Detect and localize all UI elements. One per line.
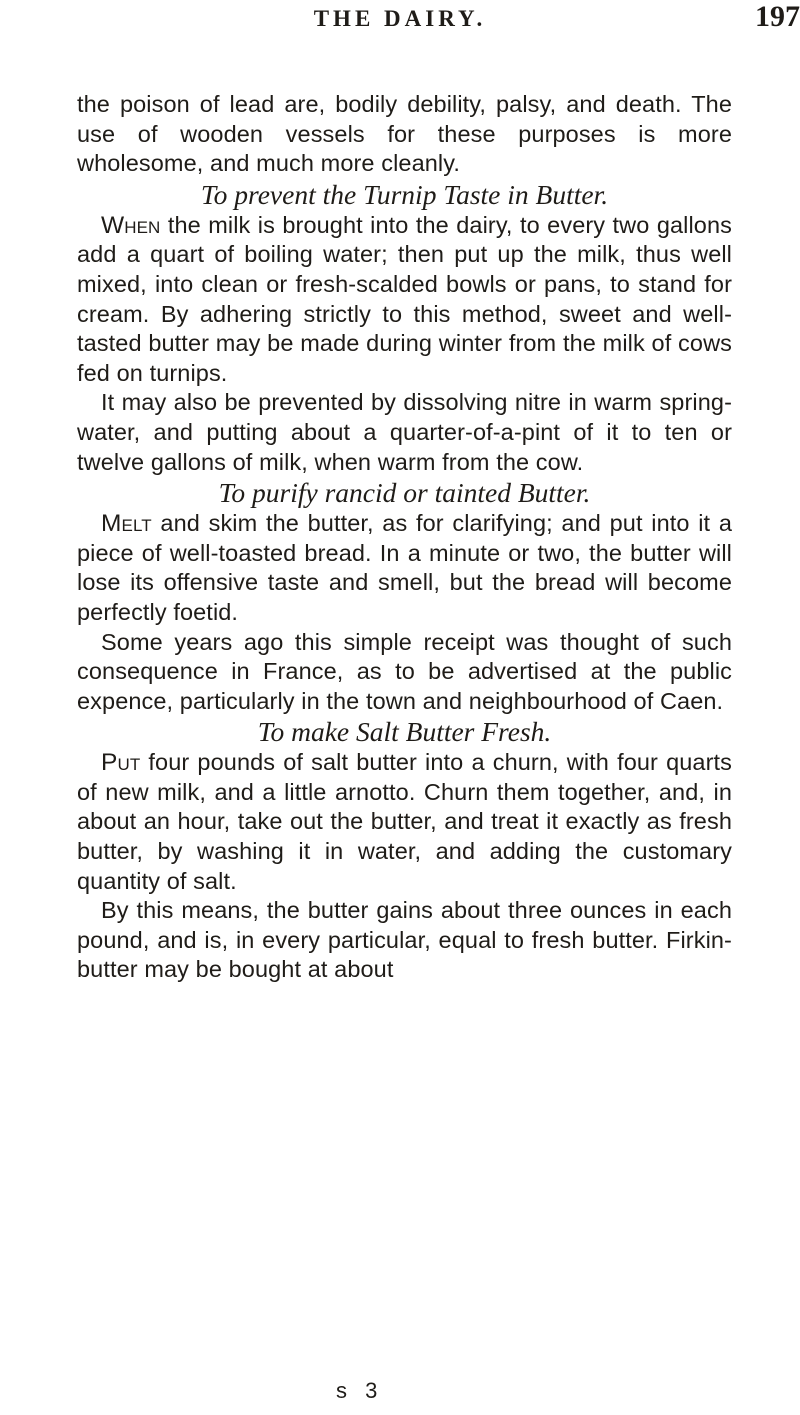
paragraph-turnip-2: It may also be prevented by dissolving nitre in warm spring-water, and putting about a quarter-of-a-pint of it to ten or twelve gallons of milk, when warm from the cow. (77, 389, 732, 475)
heading-turnip-taste: To prevent the Turnip Taste in Butter. (200, 178, 609, 210)
paragraph-text: the milk is brought into the dairy, to every two gallons add a quart of boiling water; then put up the milk, thus well mixed, into clean or fresh-scalded bowls or pans, to stand for cream. By adhering strictly to this method, sweet and well-tasted butter may be made during winter from the milk of cows fed on turnips. (77, 211, 732, 386)
paragraph-rancid-1 (77, 509, 732, 627)
paragraph-rancid-2: Some years ago this simple receipt was thought of such consequence in France, as to be advertised at the public expence, particularly in the town and neighbourhood of Caen. (77, 628, 732, 714)
lead-word: Put (101, 749, 141, 777)
page-header (0, 0, 800, 40)
paragraph-salt-2: By this means, the butter gains about three ounces in each pound, and is, in every particular, equal to fresh butter. Firkin-butter may be bought at about (77, 897, 732, 983)
paragraph-text: four pounds of salt butter into a churn, with four quarts of new milk, and a little arnotto. Churn them together, and, in about an hour, take out the butter, and treat it exactly as fresh butter, by washing it in water, and adding the customary quantity of salt. (77, 749, 732, 894)
heading-salt-butter: To make Salt Butter Fresh. (257, 716, 552, 748)
paragraph-salt-1 (77, 748, 732, 896)
lead-word: Melt (101, 510, 152, 538)
heading-rancid-butter: To purify rancid or tainted Butter. (218, 477, 591, 509)
running-head: THE DAIRY. (313, 6, 487, 31)
paragraph-lead-poison: the poison of lead are, bodily debility, palsy, and death. The use of wooden vessels for these purposes is more wholesome, and much more cleanly. (77, 91, 732, 177)
signature-mark: s 3 (336, 1378, 384, 1403)
paragraph-text: and skim the butter, as for clarifying; and put into it a piece of well-toasted bread. In a minute or two, the butter will lose its offensive taste and smell, but the bread will become perfectly foetid. (77, 510, 732, 625)
lead-word: When (101, 211, 161, 239)
paragraph-turnip-1 (77, 211, 732, 389)
page-number: 197 (755, 0, 800, 33)
page-body (77, 58, 732, 985)
